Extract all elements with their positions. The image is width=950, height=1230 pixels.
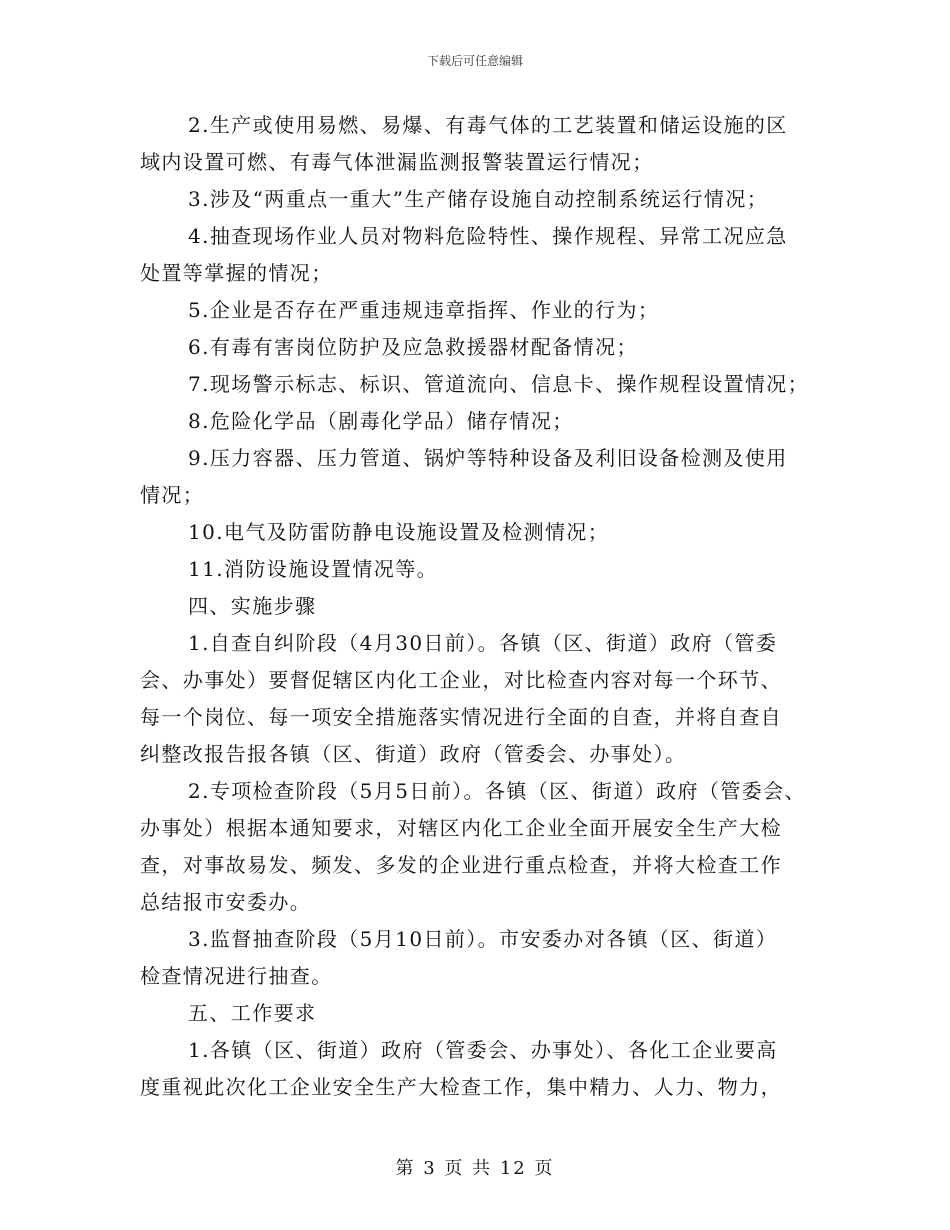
text-line: 8.危险化学品（剧毒化学品）储存情况； — [188, 409, 574, 433]
document-body — [140, 107, 830, 1106]
page-header: 下载后可任意编辑 — [426, 54, 523, 68]
text-line: 情况； — [140, 483, 205, 507]
text-line: 3.涉及“两重点一重大”生产储存设施自动控制系统运行情况； — [188, 187, 769, 211]
text-line: 会、办事处）要督促辖区内化工企业，对比检查内容对每一个环节、 — [140, 668, 782, 692]
text-line: 总结报市安委办。 — [140, 890, 312, 914]
page-footer: 第 3 页 共 12 页 — [395, 1158, 555, 1179]
text-line: 1.自查自纠阶段（4月30日前）。各镇（区、街道）政府（管委 — [188, 631, 778, 655]
text-line: 11.消防设施设置情况等。 — [188, 557, 439, 581]
text-line: 2.专项检查阶段（5月5日前）。各镇（区、街道）政府（管委会、 — [188, 779, 806, 803]
text-line: 6.有毒有害岗位防护及应急救援器材配备情况； — [188, 335, 638, 359]
text-line: 3.监督抽查阶段（5月10日前）。市安委办对各镇（区、街道） — [188, 927, 778, 951]
text-line: 1.各镇（区、街道）政府（管委会、办事处）、各化工企业要高 — [188, 1038, 778, 1062]
text-line: 度重视此次化工企业安全生产大检查工作，集中精力、人力、物力， — [140, 1075, 782, 1099]
text-line: 4.抽查现场作业人员对物料危险特性、操作规程、异常工况应急 — [188, 224, 788, 248]
text-line: 每一个岗位、每一项安全措施落实情况进行全面的自查，并将自查自 — [140, 705, 782, 729]
text-line: 10.电气及防雷防静电设施设置及检测情况； — [188, 520, 610, 544]
text-line: 5.企业是否存在严重违规违章指挥、作业的行为； — [188, 298, 660, 322]
text-line: 域内设置可燃、有毒气体泄漏监测报警装置运行情况； — [140, 150, 654, 174]
text-line: 五、工作要求 — [188, 1001, 317, 1025]
text-line: 处置等掌握的情况； — [140, 261, 333, 285]
text-line: 7.现场警示标志、标识、管道流向、信息卡、操作规程设置情况； — [188, 372, 810, 396]
text-line: 2.生产或使用易燃、易爆、有毒气体的工艺装置和储运设施的区 — [188, 113, 788, 137]
text-line: 办事处）根据本通知要求，对辖区内化工企业全面开展安全生产大检 — [140, 816, 782, 840]
text-line: 检查情况进行抽查。 — [140, 964, 333, 988]
text-line: 四、实施步骤 — [188, 594, 317, 618]
text-line: 9.压力容器、压力管道、锅炉等特种设备及利旧设备检测及使用 — [188, 446, 788, 470]
text-line: 纠整改报告报各镇（区、街道）政府（管委会、办事处）。 — [140, 742, 687, 766]
text-line: 查，对事故易发、频发、多发的企业进行重点检查，并将大检查工作 — [140, 853, 782, 877]
